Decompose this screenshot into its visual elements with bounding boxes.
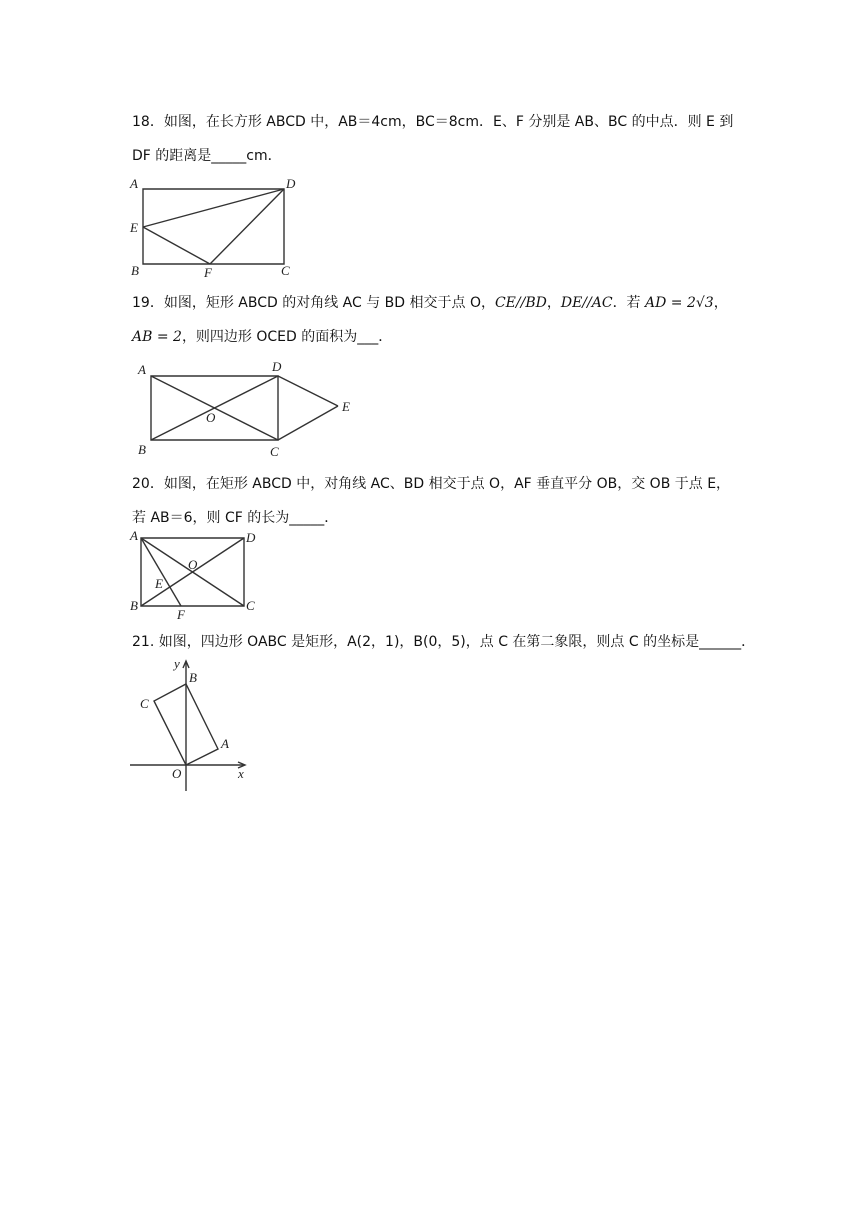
q19-text-a: 19．如图，矩形 ABCD 的对角线 AC 与 BD 相交于点 O， <box>132 295 495 311</box>
q20-text-line2: 若 AB＝6，则 CF 的长为_____． <box>132 510 339 526</box>
q21-label-y: y <box>174 656 180 671</box>
q18-segment-ef <box>143 227 210 264</box>
q18-rectangle <box>143 189 284 264</box>
q19-label-d: D <box>272 359 282 374</box>
q19-math-ce-bd: CE//BD <box>494 295 547 311</box>
q19-figure <box>132 356 364 462</box>
q18-figure <box>124 172 304 282</box>
q18-label-e: E <box>130 220 138 235</box>
q20-label-o: O <box>188 557 198 572</box>
q19-label-a: A <box>138 362 146 377</box>
q18-label-c: C <box>281 263 290 278</box>
q21-label-c: C <box>140 696 149 711</box>
q19-segment-de <box>278 376 338 406</box>
q19-label-c: C <box>270 444 279 459</box>
q18-text-line2: DF 的距离是_____cm． <box>132 148 282 164</box>
q19-sep: ， <box>546 295 561 311</box>
q18-label-f: F <box>204 265 212 280</box>
q21-label-a: A <box>221 736 229 751</box>
q20-label-b: B <box>130 598 138 613</box>
q20-label-f: F <box>177 607 185 622</box>
q18-segment-fd <box>210 189 284 264</box>
q18-segment-ed <box>143 189 284 227</box>
q21-label-b: B <box>189 670 197 685</box>
q18-label-a: A <box>130 176 138 191</box>
q19-text-line1 <box>132 293 728 313</box>
q19-label-e: E <box>342 399 350 414</box>
q19-math-ad: AD = 2√3 <box>645 295 714 311</box>
q21-label-x: x <box>238 766 244 781</box>
q20-figure <box>124 528 264 624</box>
q19-label-b: B <box>138 442 146 457</box>
q18-label-b: B <box>131 263 139 278</box>
q19-text-b: ．若 <box>612 295 646 311</box>
q20-label-a: A <box>130 528 138 543</box>
q20-label-e: E <box>155 576 163 591</box>
q21-figure <box>128 654 258 794</box>
q21-label-o: O <box>172 766 182 781</box>
q20-label-d: D <box>246 530 256 545</box>
q19-text-line2 <box>132 327 392 347</box>
q20-label-c: C <box>246 598 255 613</box>
q19-label-o: O <box>206 410 216 425</box>
q19-math-ab: AB = 2 <box>132 329 182 345</box>
q19-text-c: ， <box>713 295 728 311</box>
q18-label-d: D <box>286 176 296 191</box>
q21-text-line1: 21. 如图，四边形 OABC 是矩形，A(2，1)，B(0，5)，点 C 在第二象限，则点 C 的坐标是______． <box>132 634 756 650</box>
q20-text-line1: 20．如图，在矩形 ABCD 中，对角线 AC、BD 相交于点 O，AF 垂直平分 OB，交 OB 于点 E， <box>132 476 731 492</box>
q19-text-d: ，则四边形 OCED 的面积为___． <box>181 329 393 345</box>
q19-segment-ce <box>278 406 338 440</box>
q19-math-de-ac: DE//AC <box>560 295 613 311</box>
q18-text-line1: 18．如图，在长方形 ABCD 中，AB＝4cm，BC＝8cm．E、F 分别是 AB、BC 的中点．则 E 到 <box>132 114 734 130</box>
q20-segment-af <box>141 538 181 606</box>
